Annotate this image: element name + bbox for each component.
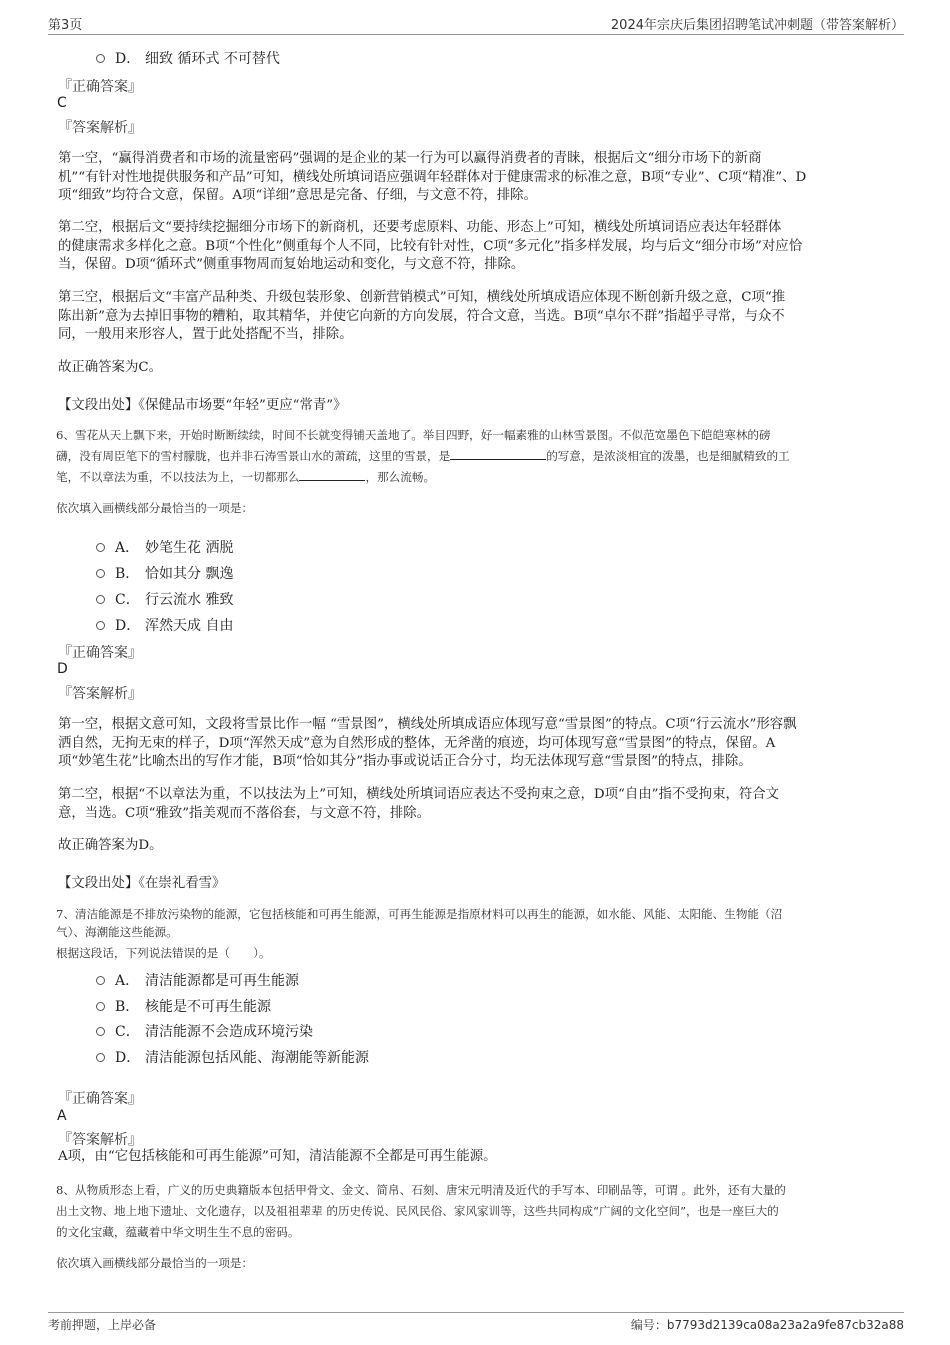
- footer-code: 编号：b7793d2139ca08a23a2a9fe87cb32a88: [630, 1318, 904, 1332]
- q7-option-b[interactable]: B． 核能是不可再生能源: [96, 996, 271, 1016]
- radio-icon[interactable]: [96, 543, 105, 552]
- q7-option-d[interactable]: D． 清洁能源包括风能、海潮能等新能源: [96, 1047, 369, 1067]
- q6-stem: 6、雪花从天上飘下来，开始时断断续续，时间不长就变得铺天盖地了。举目四野，好一幅素雅的山林雪景图。不似范宽墨色下皑皑寒林的磅 礴，没有周臣笔下的雪村朦胧，也并非石涛雪景山水的萧疏，这里的雪景，是 的写意，是浓淡相宜的泼墨，也是细腻精致的工 笔，不以章法为重，不以技法为上，一切都那么 ，那么流畅。: [56, 428, 790, 484]
- q6-option-a[interactable]: A． 妙笔生花 洒脱: [96, 537, 233, 557]
- radio-icon[interactable]: [96, 54, 105, 63]
- q5-analysis-para1: 第一空，“赢得消费者和市场的流量密码”强调的是企业的某一行为可以赢得消费者的青睐，根据后文“细分市场下的新商 机”“有针对性地提供服务和产品”可知，横线处所填词语应强调年轻群体对于健康需求的标准之意，B项“专业”、C项“精准”、D 项“细致”均符合文意，保留。A项“详细”意思是完备、仔细，与文意不符，排除。: [58, 151, 807, 203]
- radio-icon[interactable]: [96, 1002, 105, 1011]
- q7-analysis-label: 『答案解析』: [58, 1132, 142, 1148]
- q5-analysis-para2: 第二空，根据后文“要持续挖掘细分市场下的新商机，还要考虑原料、功能、形态上”可知，横线处所填词语应表达年轻群体 的健康需求多样化之意。B项“个性化”侧重每个人不同，比较有针对性，C项“多元化”指多样发展，均与后文“细分市场”对应恰 当，保留。D项“循环式”侧重事物周而复始地运动和变化，与文意不符，排除。: [58, 220, 803, 272]
- q7-answer-label: 『正确答案』: [58, 1091, 142, 1107]
- q7-prompt: 根据这段话，下列说法错误的是（ ）。: [56, 946, 271, 960]
- q5-option-d[interactable]: D． 细致 循环式 不可替代: [96, 48, 280, 68]
- q5-analysis-label: 『答案解析』: [58, 120, 142, 136]
- q5-conclusion: 故正确答案为C。: [58, 360, 162, 375]
- blank-1: [450, 448, 546, 460]
- q6-conclusion: 故正确答案为D。: [58, 838, 163, 853]
- q6-source: 【文段出处】《在崇礼看雪》: [58, 876, 226, 891]
- q8-prompt: 依次填入画横线部分最恰当的一项是：: [56, 1256, 254, 1270]
- radio-icon[interactable]: [96, 621, 105, 630]
- page-header: [48, 13, 904, 35]
- q7-answer: A: [57, 1108, 67, 1124]
- radio-icon[interactable]: [96, 595, 105, 604]
- q6-option-b[interactable]: B． 恰如其分 飘逸: [96, 563, 233, 583]
- q7-stem: 7、清洁能源是不排放污染物的能源，它包括核能和可再生能源，可再生能源是指原材料可以再生的能源，如水能、风能、太阳能、生物能（沼 气）、海潮能这些能源。: [56, 907, 783, 939]
- document-title: 2024年宗庆后集团招聘笔试冲刺题（带答案解析）: [610, 18, 904, 33]
- radio-icon[interactable]: [96, 1027, 105, 1036]
- page-footer: [48, 1312, 904, 1338]
- q7-option-c[interactable]: C． 清洁能源不会造成环境污染: [96, 1021, 313, 1041]
- page-number: 第3页: [48, 18, 83, 33]
- radio-icon[interactable]: [96, 976, 105, 985]
- radio-icon[interactable]: [96, 1053, 105, 1062]
- q5-source: 【文段出处】《保健品市场要“年轻”更应“常青”》: [58, 398, 347, 413]
- footer-slogan: 考前押题，上岸必备: [48, 1318, 157, 1332]
- radio-icon[interactable]: [96, 569, 105, 578]
- q6-analysis-para2: 第二空，根据“不以章法为重，不以技法为上”可知，横线处所填词语应表达不受拘束之意，D项“自由”指不受拘束，符合文 意，当选。C项“雅致”指美观而不落俗套，与文意不符，排除。: [58, 787, 780, 821]
- q5-answer: C: [57, 95, 67, 111]
- q6-analysis-para1: 第一空，根据文意可知，文段将雪景比作一幅 “雪景图”，横线处所填成语应体现写意“雪景图”的特点。C项“行云流水”形容飘 洒自然，无拘无束的样子，D项“浑然天成”意为自然形成的整体，无斧凿的痕迹，均可体现写意“雪景图”的特点，保留。A 项“妙笔生花”比喻杰出的写作才能，B项“恰如其分”指办事或说话正合分寸，均无法体现写意“雪景图”的特点，排除。: [58, 717, 797, 769]
- q7-option-a[interactable]: A． 清洁能源都是可再生能源: [96, 970, 299, 990]
- blank-2: [299, 469, 365, 481]
- q8-stem: 8、从物质形态上看，广义的历史典籍版本包括甲骨文、金文、简帛、石刻、唐宋元明清及近代的手写本、印刷品等，可谓 。此外，还有大量的 出土文物、地上地下遗址、文化遗存，以及祖祖辈辈 的历史传说、民风民俗、家风家训等，这些共同构成“广阔的文化空间”，也是一座巨大的 的文化宝藏，蕴藏着中华文明生生不息的密码。: [56, 1183, 786, 1239]
- q6-prompt: 依次填入画横线部分最恰当的一项是：: [56, 501, 254, 515]
- q6-analysis-label: 『答案解析』: [58, 686, 142, 702]
- q5-analysis-para3: 第三空，根据后文“丰富产品种类、升级包装形象、创新营销模式”可知，横线处所填成语应体现不断创新升级之意，C项“推 陈出新”意为去掉旧事物的糟粕，取其精华，并使它向新的方向发展，符合文意，当选。B项“卓尔不群”指超乎寻常，与众不 同，一般用来形容人，置于此处搭配不当，排除。: [58, 290, 786, 342]
- q6-answer-label: 『正确答案』: [58, 645, 142, 661]
- q6-answer: D: [57, 661, 68, 677]
- q6-option-c[interactable]: C． 行云流水 雅致: [96, 589, 233, 609]
- q5-answer-label: 『正确答案』: [58, 79, 142, 95]
- q6-option-d[interactable]: D． 浑然天成 自由: [96, 615, 233, 635]
- q7-analysis: A项，由“它包括核能和可再生能源”可知，清洁能源不全都是可再生能源。: [58, 1149, 497, 1164]
